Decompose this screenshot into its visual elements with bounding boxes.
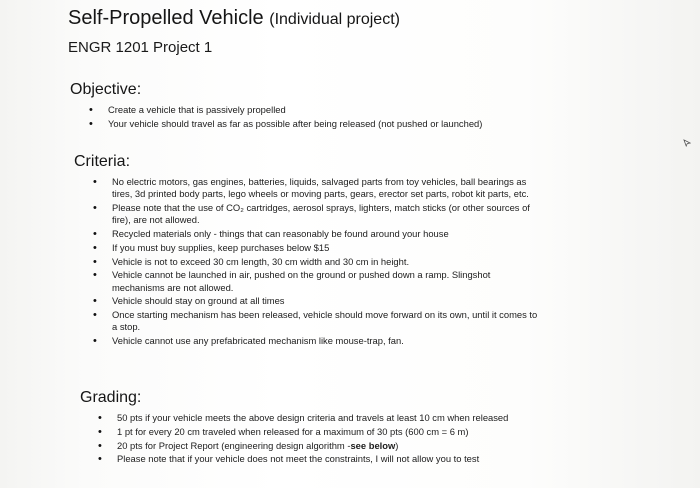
list-item-text: Create a vehicle that is passively propelled xyxy=(108,104,286,115)
title-main: Self-Propelled Vehicle xyxy=(68,7,264,29)
list-item xyxy=(98,453,540,466)
bullet-icon: • xyxy=(93,309,97,322)
bullet-icon: • xyxy=(93,269,97,282)
list-item-text: Please note that the use of CO₂ cartridges, aerosol sprays, lighters, match sticks (or other sources of fire), are not allowed. xyxy=(112,202,530,226)
list-item xyxy=(89,104,510,116)
bullet-icon: • xyxy=(93,241,97,254)
objective-heading: Objective: xyxy=(70,81,142,98)
list-item xyxy=(93,309,544,333)
bullet-icon: • xyxy=(98,412,102,424)
course-code: ENGR 1201 Project 1 xyxy=(68,39,213,56)
criteria-list xyxy=(93,176,544,348)
list-item-text-close: ) xyxy=(395,439,399,451)
bullet-icon: • xyxy=(93,295,97,308)
bullet-icon: • xyxy=(93,176,97,188)
list-item-text: Vehicle cannot be launched in air, pushed on the ground or pushed down a ramp. Slingshot mechanisms are not allowed. xyxy=(112,269,491,293)
list-item-text: Recycled materials only - things that can reasonably be found around your house xyxy=(112,228,449,239)
list-item xyxy=(98,412,540,424)
list-item-text: Please note that if your vehicle does not meet the constraints, I will not allow you to test xyxy=(117,453,480,465)
list-item-text: 50 pts if your vehicle meets the above design criteria and travels at least 10 cm when released xyxy=(117,412,509,423)
objective-list xyxy=(89,104,510,130)
bullet-icon: • xyxy=(93,335,97,348)
list-item xyxy=(93,228,544,240)
list-item xyxy=(93,335,544,348)
list-item xyxy=(93,176,544,200)
bullet-icon: • xyxy=(93,228,97,240)
bullet-icon: • xyxy=(93,255,97,268)
bullet-icon: • xyxy=(89,117,93,130)
mouse-pointer-icon xyxy=(683,139,691,147)
list-item xyxy=(93,269,544,293)
bullet-icon: • xyxy=(93,202,97,214)
list-item-text: Vehicle cannot use any prefabricated mechanism like mouse-trap, fan. xyxy=(112,335,404,347)
list-item xyxy=(93,202,544,226)
grading-section xyxy=(80,388,540,467)
list-item xyxy=(98,439,540,452)
title-block xyxy=(68,6,400,58)
list-item-text: Your vehicle should travel as far as possible after being released (not pushed or launched) xyxy=(108,117,483,129)
list-item xyxy=(98,425,540,438)
bullet-icon: • xyxy=(98,453,102,466)
list-item-text: Vehicle should stay on ground at all times xyxy=(112,295,285,307)
list-item-text: 1 pt for every 20 cm traveled when released for a maximum of 30 pts (600 cm = 6 m) xyxy=(117,425,469,437)
grading-list xyxy=(98,412,540,466)
list-item xyxy=(93,295,544,308)
objective-section xyxy=(70,80,510,132)
list-item xyxy=(89,117,510,130)
list-item xyxy=(93,241,544,254)
bullet-icon: • xyxy=(98,439,102,452)
list-item-text: No electric motors, gas engines, batteries, liquids, salvaged parts from toy vehicles, ball bearings as tires, 3d printed body parts, lego wheels or moving parts, gears, erector set parts, robot kit parts, etc. xyxy=(112,176,529,200)
bullet-icon: • xyxy=(89,104,93,116)
grading-heading: Grading: xyxy=(80,389,142,406)
list-item-text: Once starting mechanism has been released, vehicle should move forward on its own, until it comes to a stop. xyxy=(112,309,538,333)
list-item-text: If you must buy supplies, keep purchases below $15 xyxy=(112,241,330,253)
list-item-bold-text: see below xyxy=(350,439,396,451)
bullet-icon: • xyxy=(98,425,102,438)
page-title xyxy=(68,6,400,32)
title-subtitle: (Individual project) xyxy=(269,11,400,28)
list-item-text: 20 pts for Project Report (engineering design algorithm - xyxy=(117,439,351,451)
list-item xyxy=(93,255,544,268)
criteria-section xyxy=(74,152,544,349)
list-item-text: Vehicle is not to exceed 30 cm length, 30 cm width and 30 cm in height. xyxy=(112,255,410,267)
criteria-heading: Criteria: xyxy=(74,153,131,170)
